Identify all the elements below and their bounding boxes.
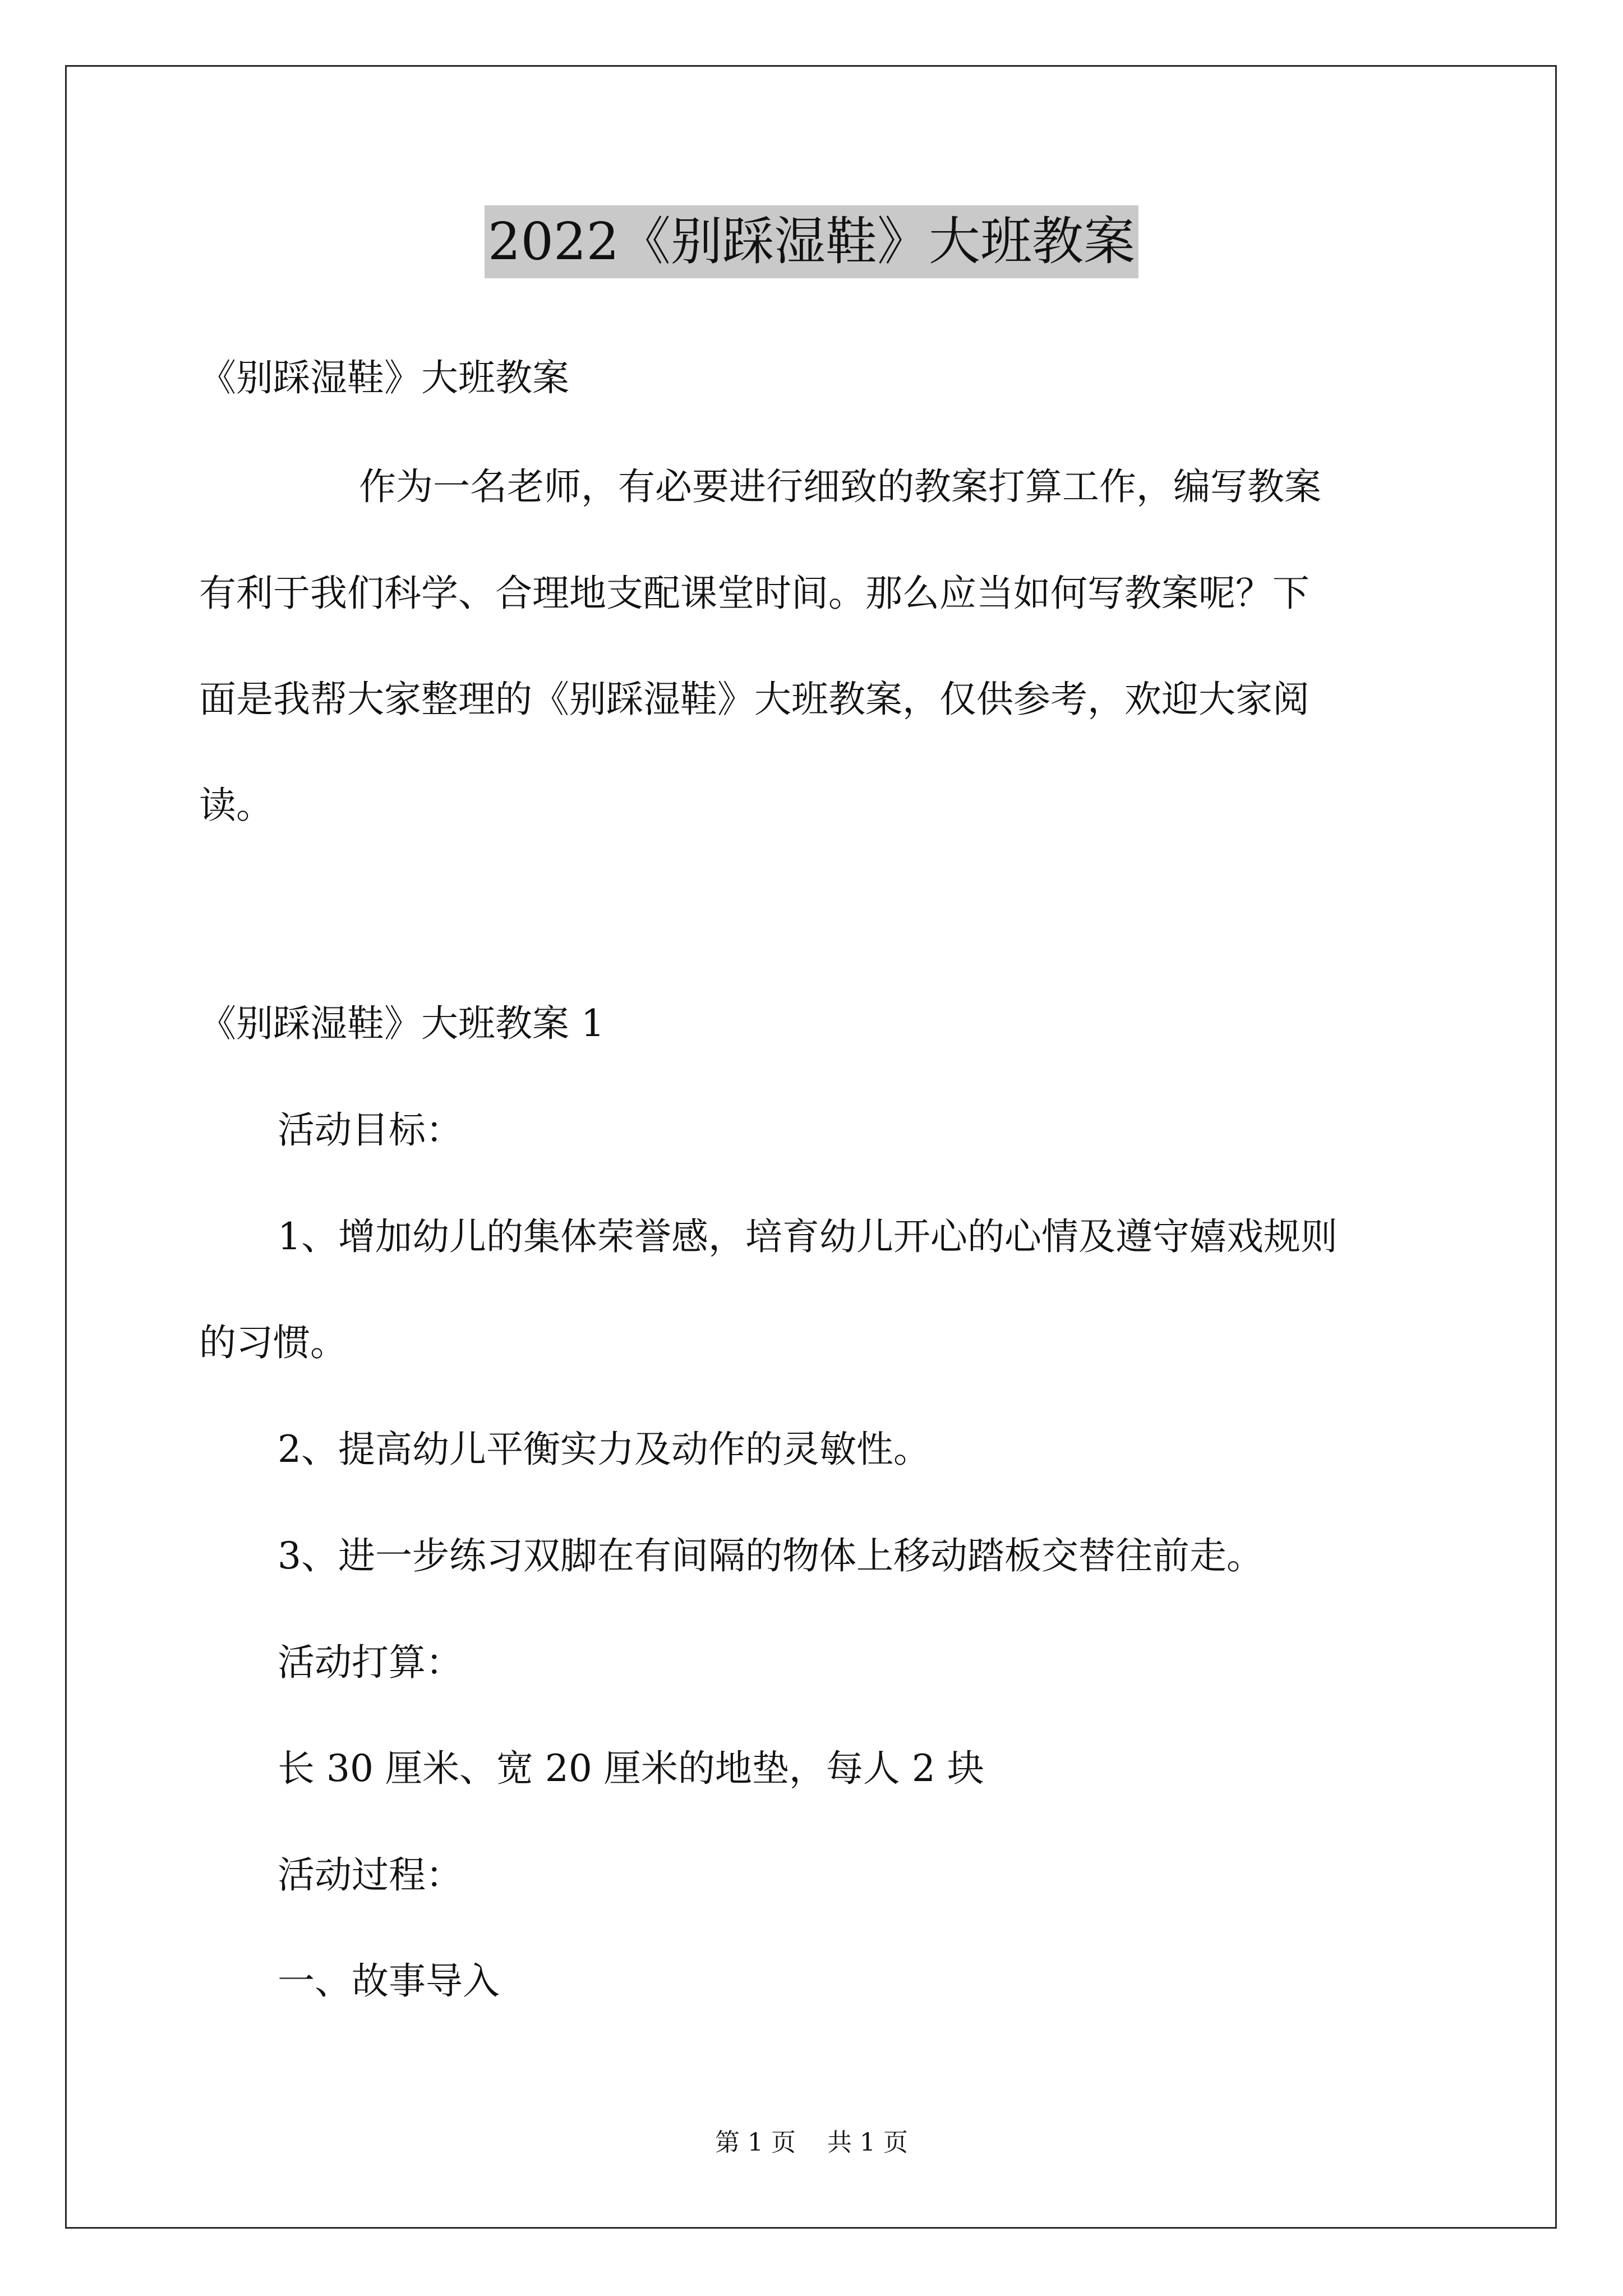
title-container xyxy=(0,205,1623,278)
intro-line-4: 读。 xyxy=(199,784,273,827)
section-heading: 《别踩湿鞋》大班教案 1 xyxy=(199,1002,605,1045)
goal-1-line-2: 的习惯。 xyxy=(199,1321,347,1364)
goals-label: 活动目标： xyxy=(278,1108,463,1152)
goal-3: 3、进一步练习双脚在有间隔的物体上移动踏板交替往前走。 xyxy=(278,1534,1264,1577)
document-title: 2022《别踩湿鞋》大班教案 xyxy=(485,205,1138,278)
intro-line-3: 面是我帮大家整理的《别踩湿鞋》大班教案，仅供参考，欢迎大家阅 xyxy=(199,678,1310,721)
goal-2: 2、提高幼儿平衡实力及动作的灵敏性。 xyxy=(278,1428,930,1471)
intro-heading: 《别踩湿鞋》大班教案 xyxy=(199,356,569,399)
process-label: 活动过程： xyxy=(278,1853,463,1897)
page-number: 第 1 页 xyxy=(715,2128,796,2157)
intro-line-2: 有利于我们科学、合理地支配课堂时间。那么应当如何写教案呢？下 xyxy=(199,572,1310,615)
prep-text: 长 30 厘米、宽 20 厘米的地垫，每人 2 块 xyxy=(278,1747,984,1790)
process-step-1: 一、故事导入 xyxy=(278,1959,500,2003)
intro-line-1: 作为一名老师，有必要进行细致的教案打算工作，编写教案 xyxy=(359,465,1321,508)
page-total: 共 1 页 xyxy=(827,2128,908,2157)
prep-label: 活动打算： xyxy=(278,1641,463,1684)
page-footer xyxy=(0,2126,1623,2160)
goal-1-line-1: 1、增加幼儿的集体荣誉感，培育幼儿开心的心情及遵守嬉戏规则 xyxy=(278,1215,1338,1258)
